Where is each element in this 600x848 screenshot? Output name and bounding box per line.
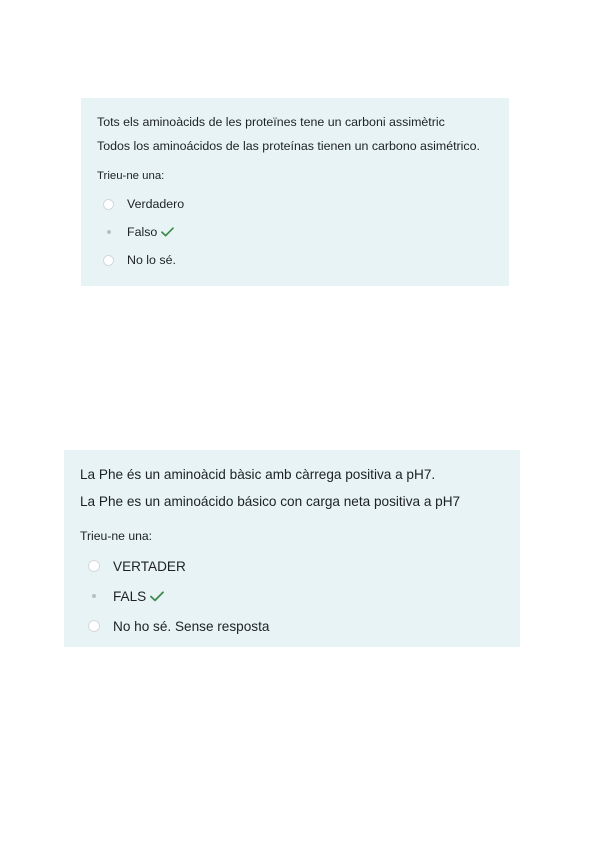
radio-empty-icon[interactable] [103,199,114,210]
question-1-option-verdadero[interactable] [97,190,495,218]
question-1-text-ca: Tots els aminoàcids de les proteïnes tene un carboni assimètric [97,115,445,129]
option-label: VERTADER [113,558,186,574]
question-2-option-fals[interactable] [80,581,506,611]
check-icon [161,227,174,237]
question-1-options [97,190,495,274]
question-2-text-ca: La Phe és un aminoàcid bàsic amb càrrega positiva a pH7. [80,467,436,482]
radio-empty-icon[interactable] [88,620,100,632]
question-1-text-es: Todos los aminoácidos de las proteínas tienen un carbono asimétrico. [97,139,480,153]
option-label: No ho sé. Sense resposta [113,618,270,634]
option-label: FALS [113,588,147,604]
option-label: Verdadero [127,197,185,211]
question-1-prompt: Trieu-ne una: [97,170,165,182]
question-card-1 [81,98,509,286]
radio-selected-icon[interactable] [103,227,114,238]
option-label: No lo sé. [127,253,176,267]
radio-selected-icon[interactable] [88,590,100,602]
question-2-option-no-ho-se[interactable] [80,611,506,641]
option-label: Falso [127,225,158,239]
radio-empty-icon[interactable] [88,560,100,572]
check-icon [150,591,164,602]
question-card-2 [64,450,520,647]
radio-empty-icon[interactable] [103,255,114,266]
question-2-text-es: La Phe es un aminoácido básico con carga neta positiva a pH7 [80,494,461,509]
question-2-prompt: Trieu-ne una: [80,529,153,543]
question-2-options [80,551,506,641]
question-2-option-vertader[interactable] [80,551,506,581]
question-1-option-falso[interactable] [97,218,495,246]
question-1-option-no-lo-se[interactable] [97,246,495,274]
